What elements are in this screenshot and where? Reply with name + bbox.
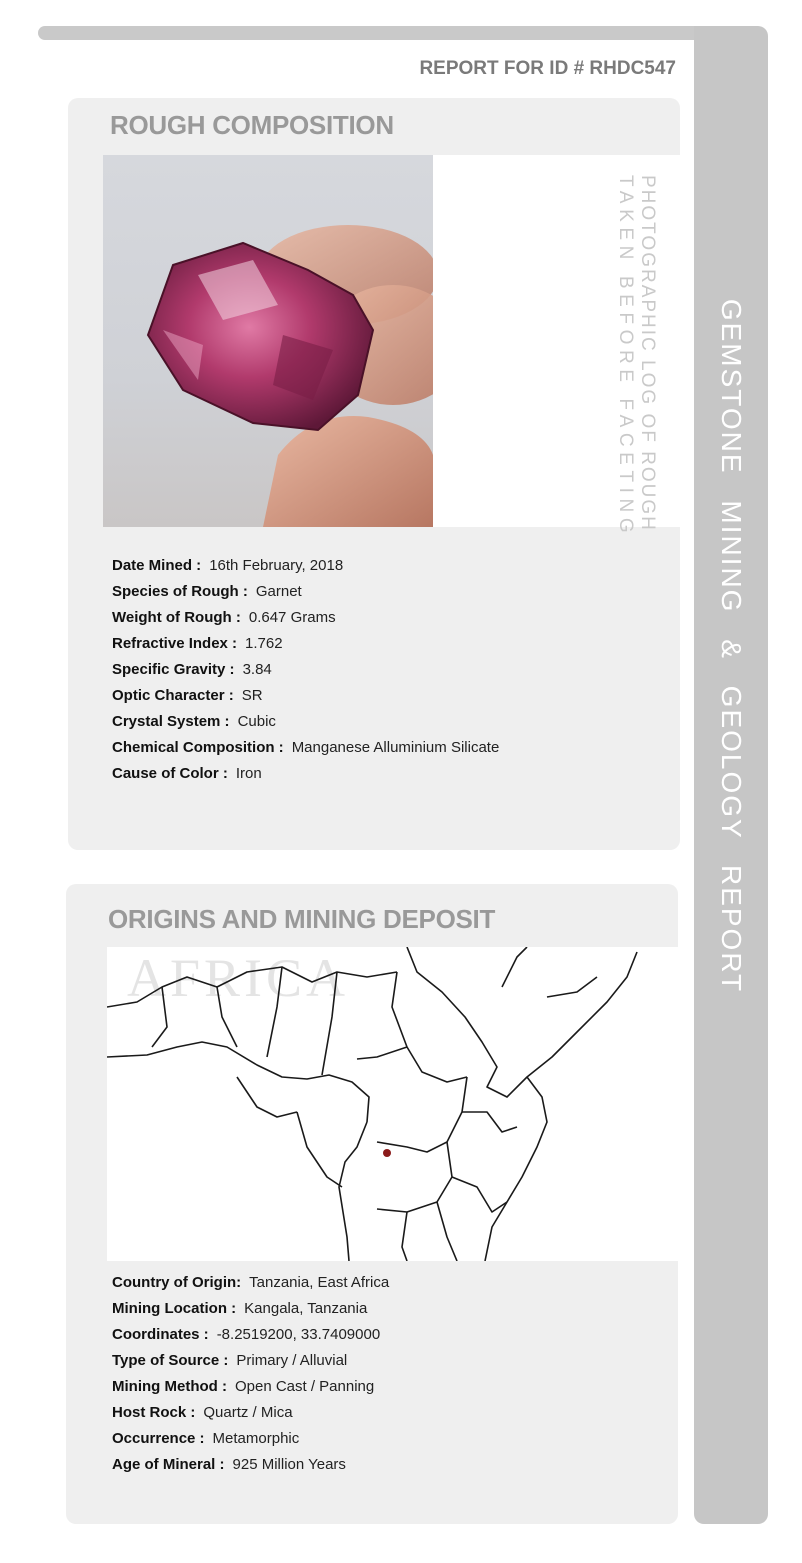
- detail-row-type-of-source: Type of Source : Primary / Alluvial: [112, 1352, 348, 1369]
- origins-title: ORIGINS AND MINING DEPOSIT: [108, 904, 496, 934]
- origins-card: [66, 884, 678, 1524]
- photo-caption-line1: PHOTOGRAPHIC LOG OF ROUGH: [637, 175, 658, 532]
- detail-row-weight: Weight of Rough : 0.647 Grams: [112, 609, 336, 626]
- detail-row-country: Country of Origin: Tanzania, East Africa: [112, 1274, 390, 1291]
- side-title-text: GEMSTONE MINING & GEOLOGY REPORT: [716, 298, 747, 994]
- origins-details-list: [112, 1270, 389, 1478]
- detail-row-specific-gravity: Specific Gravity : 3.84: [112, 661, 272, 678]
- detail-row-host-rock: Host Rock : Quartz / Mica: [112, 1404, 293, 1421]
- rough-photo: [103, 155, 433, 527]
- report-id: REPORT FOR ID # RHDC547: [419, 58, 676, 79]
- detail-row-species: Species of Rough : Garnet: [112, 583, 302, 600]
- rough-composition-card: [68, 98, 680, 850]
- side-title: [694, 26, 768, 1524]
- detail-row-mining-location: Mining Location : Kangala, Tanzania: [112, 1300, 368, 1317]
- rough-details-list: [112, 553, 499, 787]
- map-region-label: AFRICA: [127, 948, 350, 1008]
- rough-photo-area: [103, 155, 680, 539]
- detail-row-optic-character: Optic Character : SR: [112, 687, 263, 704]
- photo-caption-line2: TAKEN BEFORE FACETING: [615, 175, 636, 539]
- detail-row-coordinates: Coordinates : -8.2519200, 33.7409000: [112, 1326, 381, 1343]
- africa-map: [107, 947, 678, 1261]
- detail-row-crystal-system: Crystal System : Cubic: [112, 713, 276, 730]
- detail-row-refractive-index: Refractive Index : 1.762: [112, 635, 283, 652]
- detail-row-age-of-mineral: Age of Mineral : 925 Million Years: [112, 1456, 346, 1473]
- side-title-bar: [694, 26, 768, 1524]
- detail-row-occurrence: Occurrence : Metamorphic: [112, 1430, 300, 1447]
- detail-row-cause-of-color: Cause of Color : Iron: [112, 765, 262, 782]
- mine-location-marker: [383, 1149, 391, 1157]
- detail-row-date-mined: Date Mined : 16th February, 2018: [112, 557, 344, 574]
- top-frame-bar: [38, 26, 728, 40]
- rough-composition-title: ROUGH COMPOSITION: [110, 110, 394, 140]
- detail-row-mining-method: Mining Method : Open Cast / Panning: [112, 1378, 375, 1395]
- detail-row-chemical-composition: Chemical Composition : Manganese Alluminium Silicate: [112, 739, 500, 756]
- garnet-photo-image: [103, 155, 433, 527]
- africa-map-outline: [107, 947, 678, 1261]
